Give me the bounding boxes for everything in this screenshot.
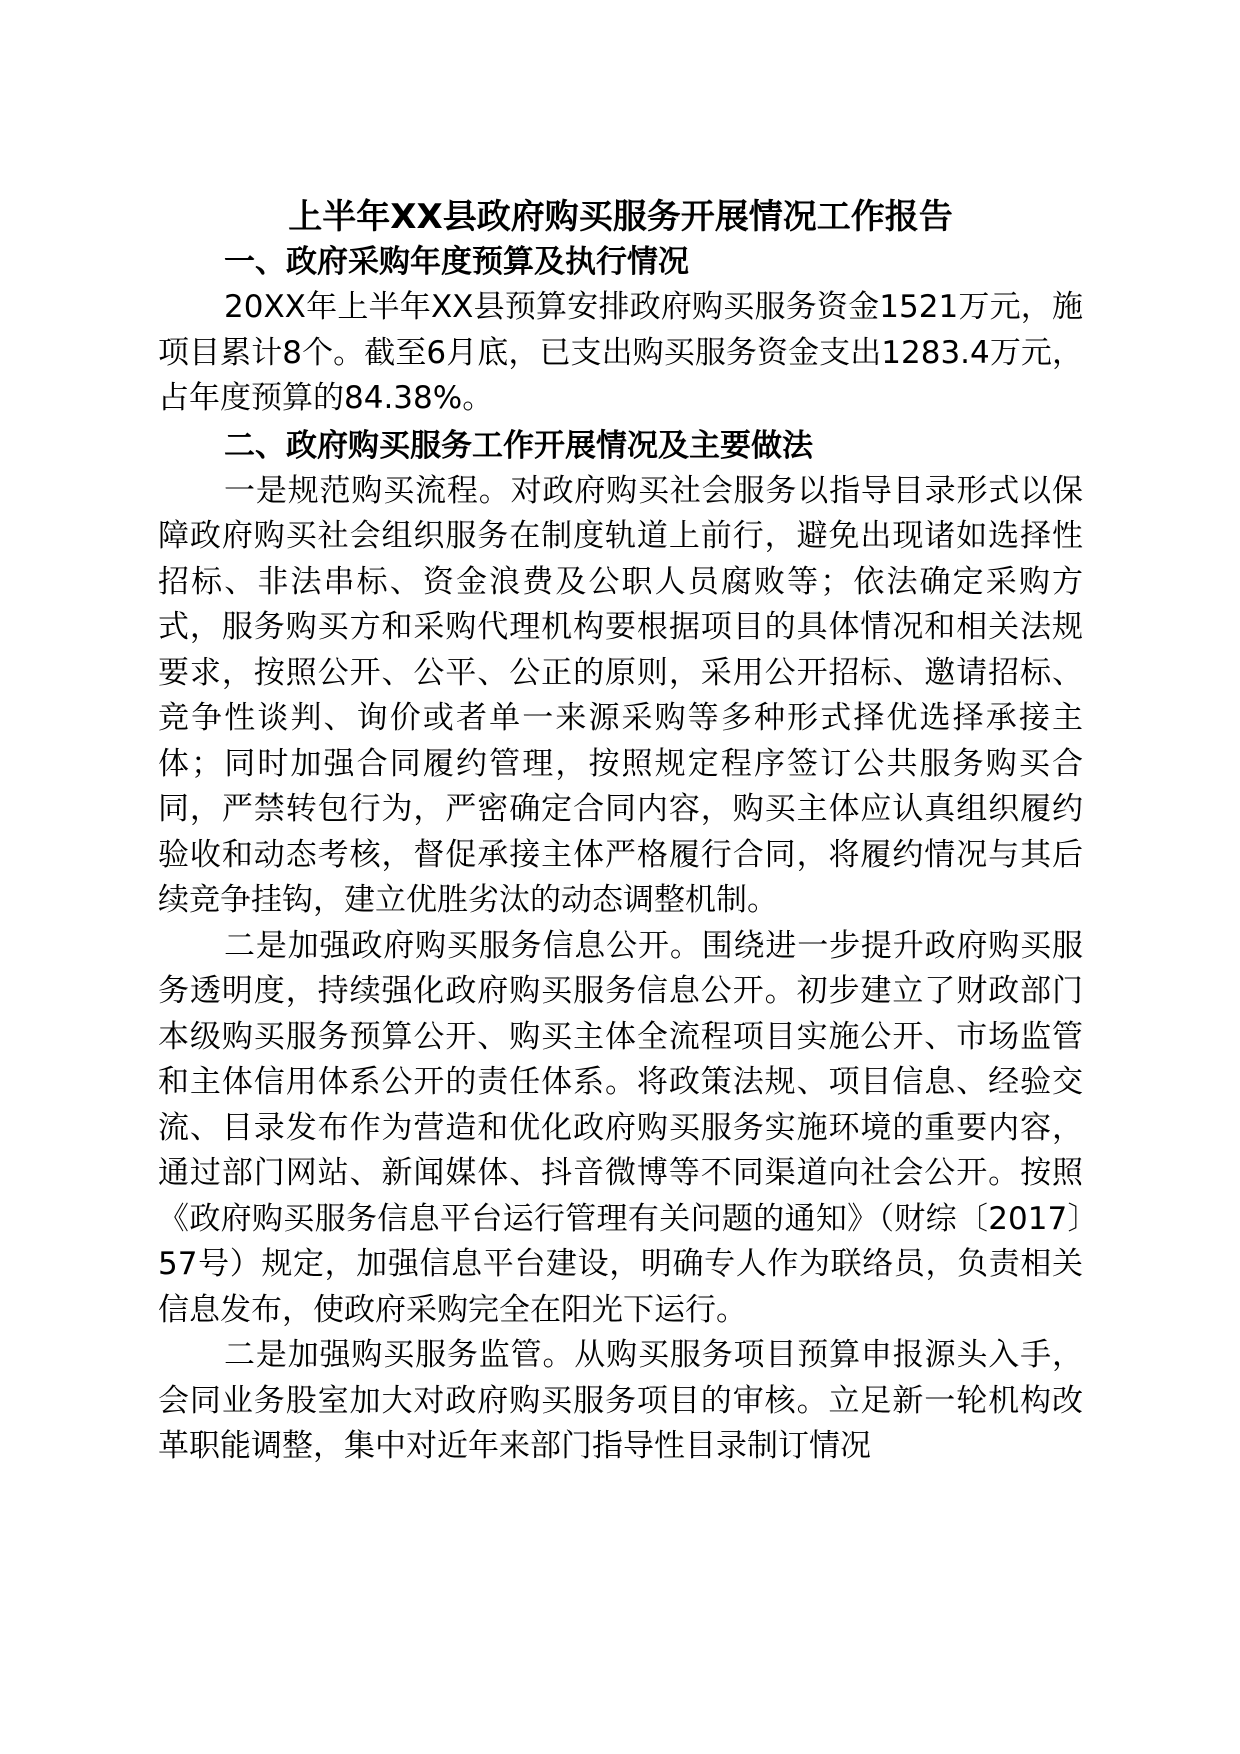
paragraph-budget-summary: 20XX年上半年XX县预算安排政府购买服务资金1521万元，施项目累计8个。截至6月底，已支出购买服务资金支出1283.4万元，占年度预算的84.38%。 xyxy=(158,289,1083,416)
document-title: 上半年XX县政府购买服务开展情况工作报告 xyxy=(288,197,953,237)
paragraph-procurement-process: 一是规范购买流程。对政府购买社会服务以指导目录形式以保障政府购买社会组织服务在制度轨道上前行，避免出现诸如选择性招标、非法串标、资金浪费及公职人员腐败等；依法确定采购方式，服务购买方和采购代理机构要根据项目的具体情况和相关法规要求，按照公开、公平、公正的原则，采用公开招标、邀请招标、竞争性谈判、询价或者单一来源采购等多种形式择优选择承接主体；同时加强合同履约管理，按照规定程序签订公共服务购买合同，严禁转包行为，严密确定合同内容，购买主体应认真组织履约验收和动态考核，督促承接主体严格履行合同，将履约情况与其后续竞争挂钩，建立优胜劣汰的动态调整机制。 xyxy=(158,472,1083,918)
section-practices xyxy=(158,424,1083,1470)
paragraph-information-disclosure: 二是加强政府购买服务信息公开。围绕进一步提升政府购买服务透明度，持续强化政府购买服务信息公开。初步建立了财政部门本级购买服务预算公开、购买主体全流程项目实施公开、市场监管和主体信用体系公开的责任体系。将政策法规、项目信息、经验交流、目录发布作为营造和优化政府购买服务实施环境的重要内容，通过部门网站、新闻媒体、抖音微博等不同渠道向社会公开。按照《政府购买服务信息平台运行管理有关问题的通知》（财综〔2017〕57号）规定，加强信息平台建设，明确专人作为联络员，负责相关信息发布，使政府采购完全在阳光下运行。 xyxy=(158,927,1083,1328)
section-budget xyxy=(158,240,1083,422)
section-heading-budget: 一、政府采购年度预算及执行情况 xyxy=(224,244,689,280)
paragraph-supervision: 二是加强购买服务监管。从购买服务项目预算申报源头入手，会同业务股室加大对政府购买服务项目的审核。立足新一轮机构改革职能调整，集中对近年来部门指导性目录制订情况 xyxy=(158,1337,1083,1464)
section-heading-practices: 二、政府购买服务工作开展情况及主要做法 xyxy=(224,427,813,464)
document-page xyxy=(158,195,1083,1470)
